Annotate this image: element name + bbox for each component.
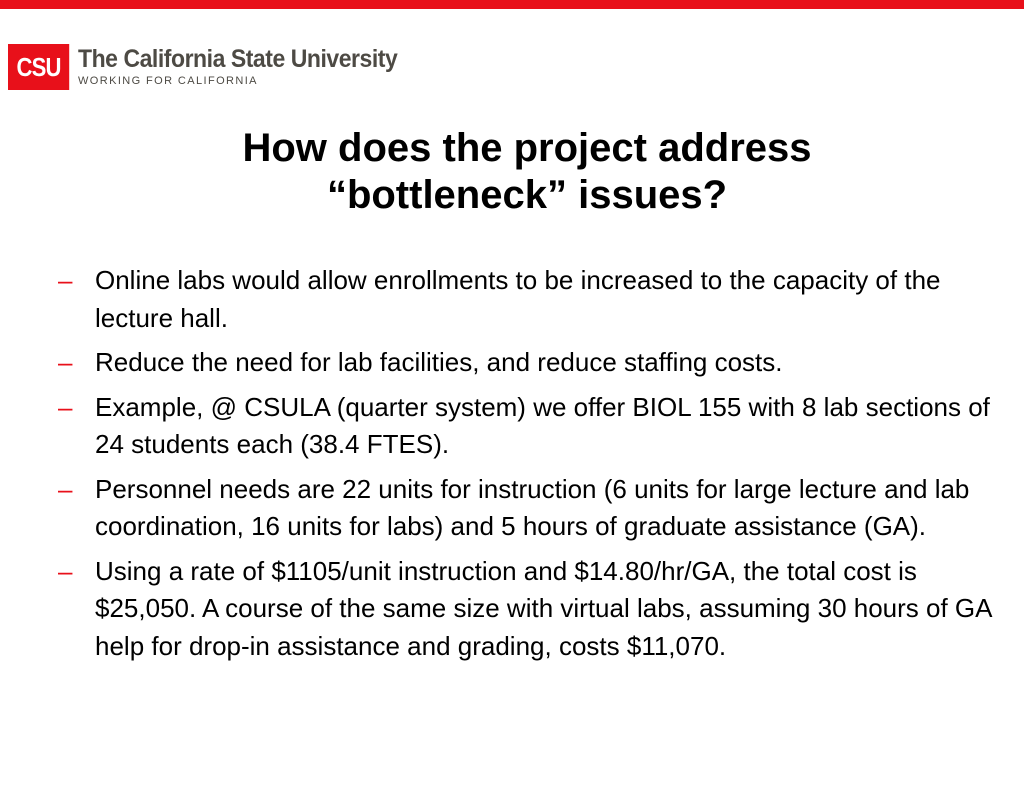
bullet-item: [58, 553, 998, 666]
csu-logo: [8, 43, 425, 91]
bullet-item: [58, 471, 998, 546]
bullet-dash: –: [58, 391, 73, 422]
bullet-text: Example, @ CSULA (quarter system) we offer BIOL 155 with 8 lab sections of 24 students each (38.4 FTES).: [95, 391, 990, 459]
bullet-dash: –: [58, 265, 73, 295]
bullet-text: Online labs would allow enrollments to be increased to the capacity of the lecture hall.: [95, 265, 941, 333]
bullet-list: [58, 262, 998, 672]
university-name: The California State University: [78, 45, 398, 73]
top-accent-bar: [0, 0, 1024, 9]
university-tagline: WORKING FOR CALIFORNIA: [78, 75, 258, 87]
slide-title: [0, 125, 1024, 219]
bullet-text: Using a rate of $1105/unit instruction and $14.80/hr/GA, the total cost is $25,050. A course of the same size with virtual labs, assuming 30 hours of GA help for drop-in assistance and grading, costs $11,070.: [95, 555, 992, 661]
bullet-dash: –: [58, 347, 73, 377]
bullet-text: Personnel needs are 22 units for instruction (6 units for large lecture and lab coordination, 16 units for labs) and 5 hours of graduate assistance (GA).: [95, 473, 970, 541]
bullet-text: Reduce the need for lab facilities, and reduce staffing costs.: [95, 347, 783, 377]
bullet-dash: –: [58, 555, 73, 586]
logo-text: [78, 46, 425, 88]
csu-logo-mark: CSU: [8, 44, 69, 90]
bullet-item: [58, 262, 998, 337]
bullet-dash: –: [58, 473, 73, 504]
bullet-item: [58, 389, 998, 464]
slide-title-line-1: How does the project address: [242, 126, 812, 170]
slide-title-line-2: “bottleneck” issues?: [326, 173, 728, 217]
bullet-item: [58, 344, 998, 382]
